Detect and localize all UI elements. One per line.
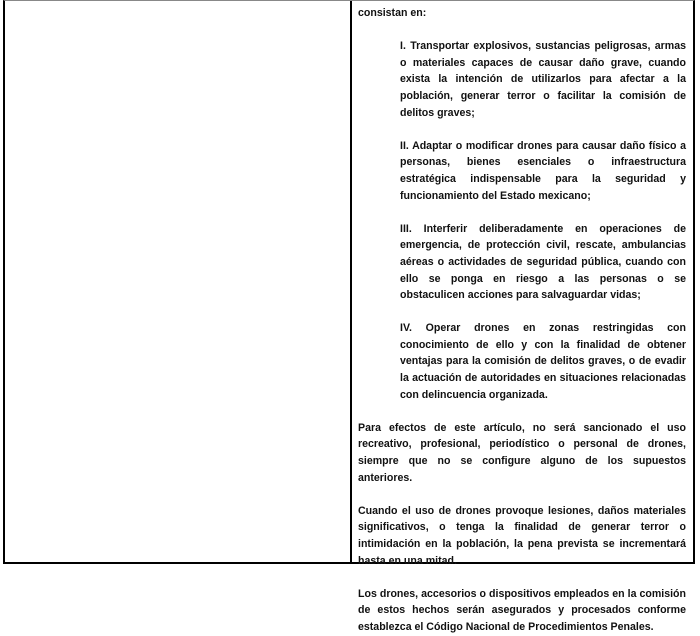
list-item-3: III. Interferir deliberadamente en operaciones de emergencia, de protección civil, rescate, ambulancias aéreas o actividades de seguridad pública, cuando con ello se ponga en riesgo a las personas o se obstaculicen acciones para salvaguardar vidas; — [400, 222, 686, 302]
list-item-4: IV. Operar drones en zonas restringidas con conocimiento de ello y con la finalidad de obtener ventajas para la comisión de delitos graves, o de evadir la actuación de autoridades en situaciones relacionadas con delincuencia organizada. — [400, 322, 686, 401]
list-item-2: II. Adaptar o modificar drones para causar daño físico a personas, bienes esenciales o infraestructura estratégica indispensable para la seguridad y funcionamiento del Estado mexicano; — [400, 139, 686, 202]
paragraph-2: Cuando el uso de drones provoque lesiones, daños materiales significativos, o tenga la finalidad de generar terror o intimidación en la población, la pena prevista se incrementará hasta en una mitad. — [358, 504, 686, 567]
comparison-table — [3, 0, 695, 633]
paragraph-1: Para efectos de este artículo, no será sancionado el uso recreativo, profesional, periodístico o personal de drones, siempre que no se configure alguno de los supuestos anteriores. — [358, 421, 686, 484]
list-item-1: I. Transportar explosivos, sustancias peligrosas, armas o materiales capaces de causar daño grave, cuando exista la intención de utilizarlos para afectar a la población, generar terror o facilitar la comisión de delitos graves; — [400, 40, 686, 119]
intro-text: consistan en: — [358, 7, 427, 19]
right-column — [352, 1, 693, 633]
paragraph-3: Los drones, accesorios o dispositivos empleados en la comisión de estos hechos serán asegurados y procesados conforme establezca el Código Nacional de Procedimientos Penales. — [358, 587, 686, 633]
left-column-empty — [5, 1, 352, 562]
